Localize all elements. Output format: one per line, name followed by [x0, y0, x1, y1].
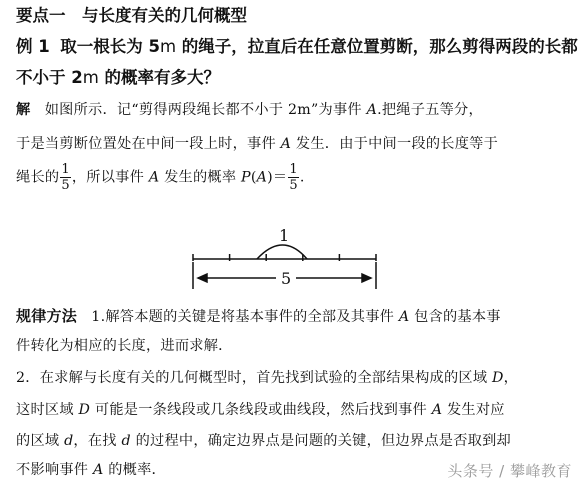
rope-ticks	[193, 254, 376, 261]
fraction-probability: $\frac{1}{5}$	[289, 162, 298, 193]
example-line-1: 例 1 取一根长为 5m 的绳子，拉直后在任意位置剪断，那么剪得两段的长都	[16, 37, 578, 56]
method-line-4: 这时区域 D 可能是一条线段或几条线段或曲线段，然后找到事件 A 发生对应	[16, 402, 505, 418]
method-line-6: 不影响事件 A 的概率．	[16, 462, 166, 478]
arc-label: 1	[279, 226, 290, 245]
length-label: 5	[281, 269, 292, 288]
middle-arc	[257, 245, 307, 259]
arrowhead-left	[198, 274, 207, 282]
method-line-2: 件转化为相应的长度，进而求解．	[16, 338, 233, 354]
fraction-one-fifth: $\frac{1}{5}$	[61, 162, 70, 193]
method-line-1: 规律方法 1.解答本题的关键是将基本事件的全部及其事件 A 包含的基本事	[16, 307, 501, 325]
arrowhead-right	[362, 274, 371, 282]
solution-line-3: 绳长的 $\frac{1}{5}$ ，所以事件 A 发生的概率 P(A)＝ $\frac{1}{5}$ .	[16, 162, 305, 193]
method-label: 规律方法	[16, 307, 78, 325]
watermark: 头条号 / 攀峰教育	[447, 462, 572, 480]
method-line-3: 2．在求解与长度有关的几何概型时，首先找到试验的全部结果构成的区域 D，	[16, 370, 519, 386]
solution-line-2: 于是当剪断位置处在中间一段上时，事件 A 发生．由于中间一段的长度等于	[16, 136, 499, 152]
method-line-5: 的区域 d，在找 d 的过程中，确定边界点是问题的关键，但边界点是否取到却	[16, 433, 511, 449]
solution-line-1: 解 如图所示．记“剪得两段绳长都不小于 2m”为事件 A.把绳子五等分，	[16, 102, 483, 118]
example-line-2: 不小于 2m 的概率有多大？	[16, 68, 221, 87]
section-title: 要点一 与长度有关的几何概型	[16, 6, 247, 25]
solution-label: 解	[16, 102, 31, 118]
example-label: 例 1	[16, 37, 50, 56]
